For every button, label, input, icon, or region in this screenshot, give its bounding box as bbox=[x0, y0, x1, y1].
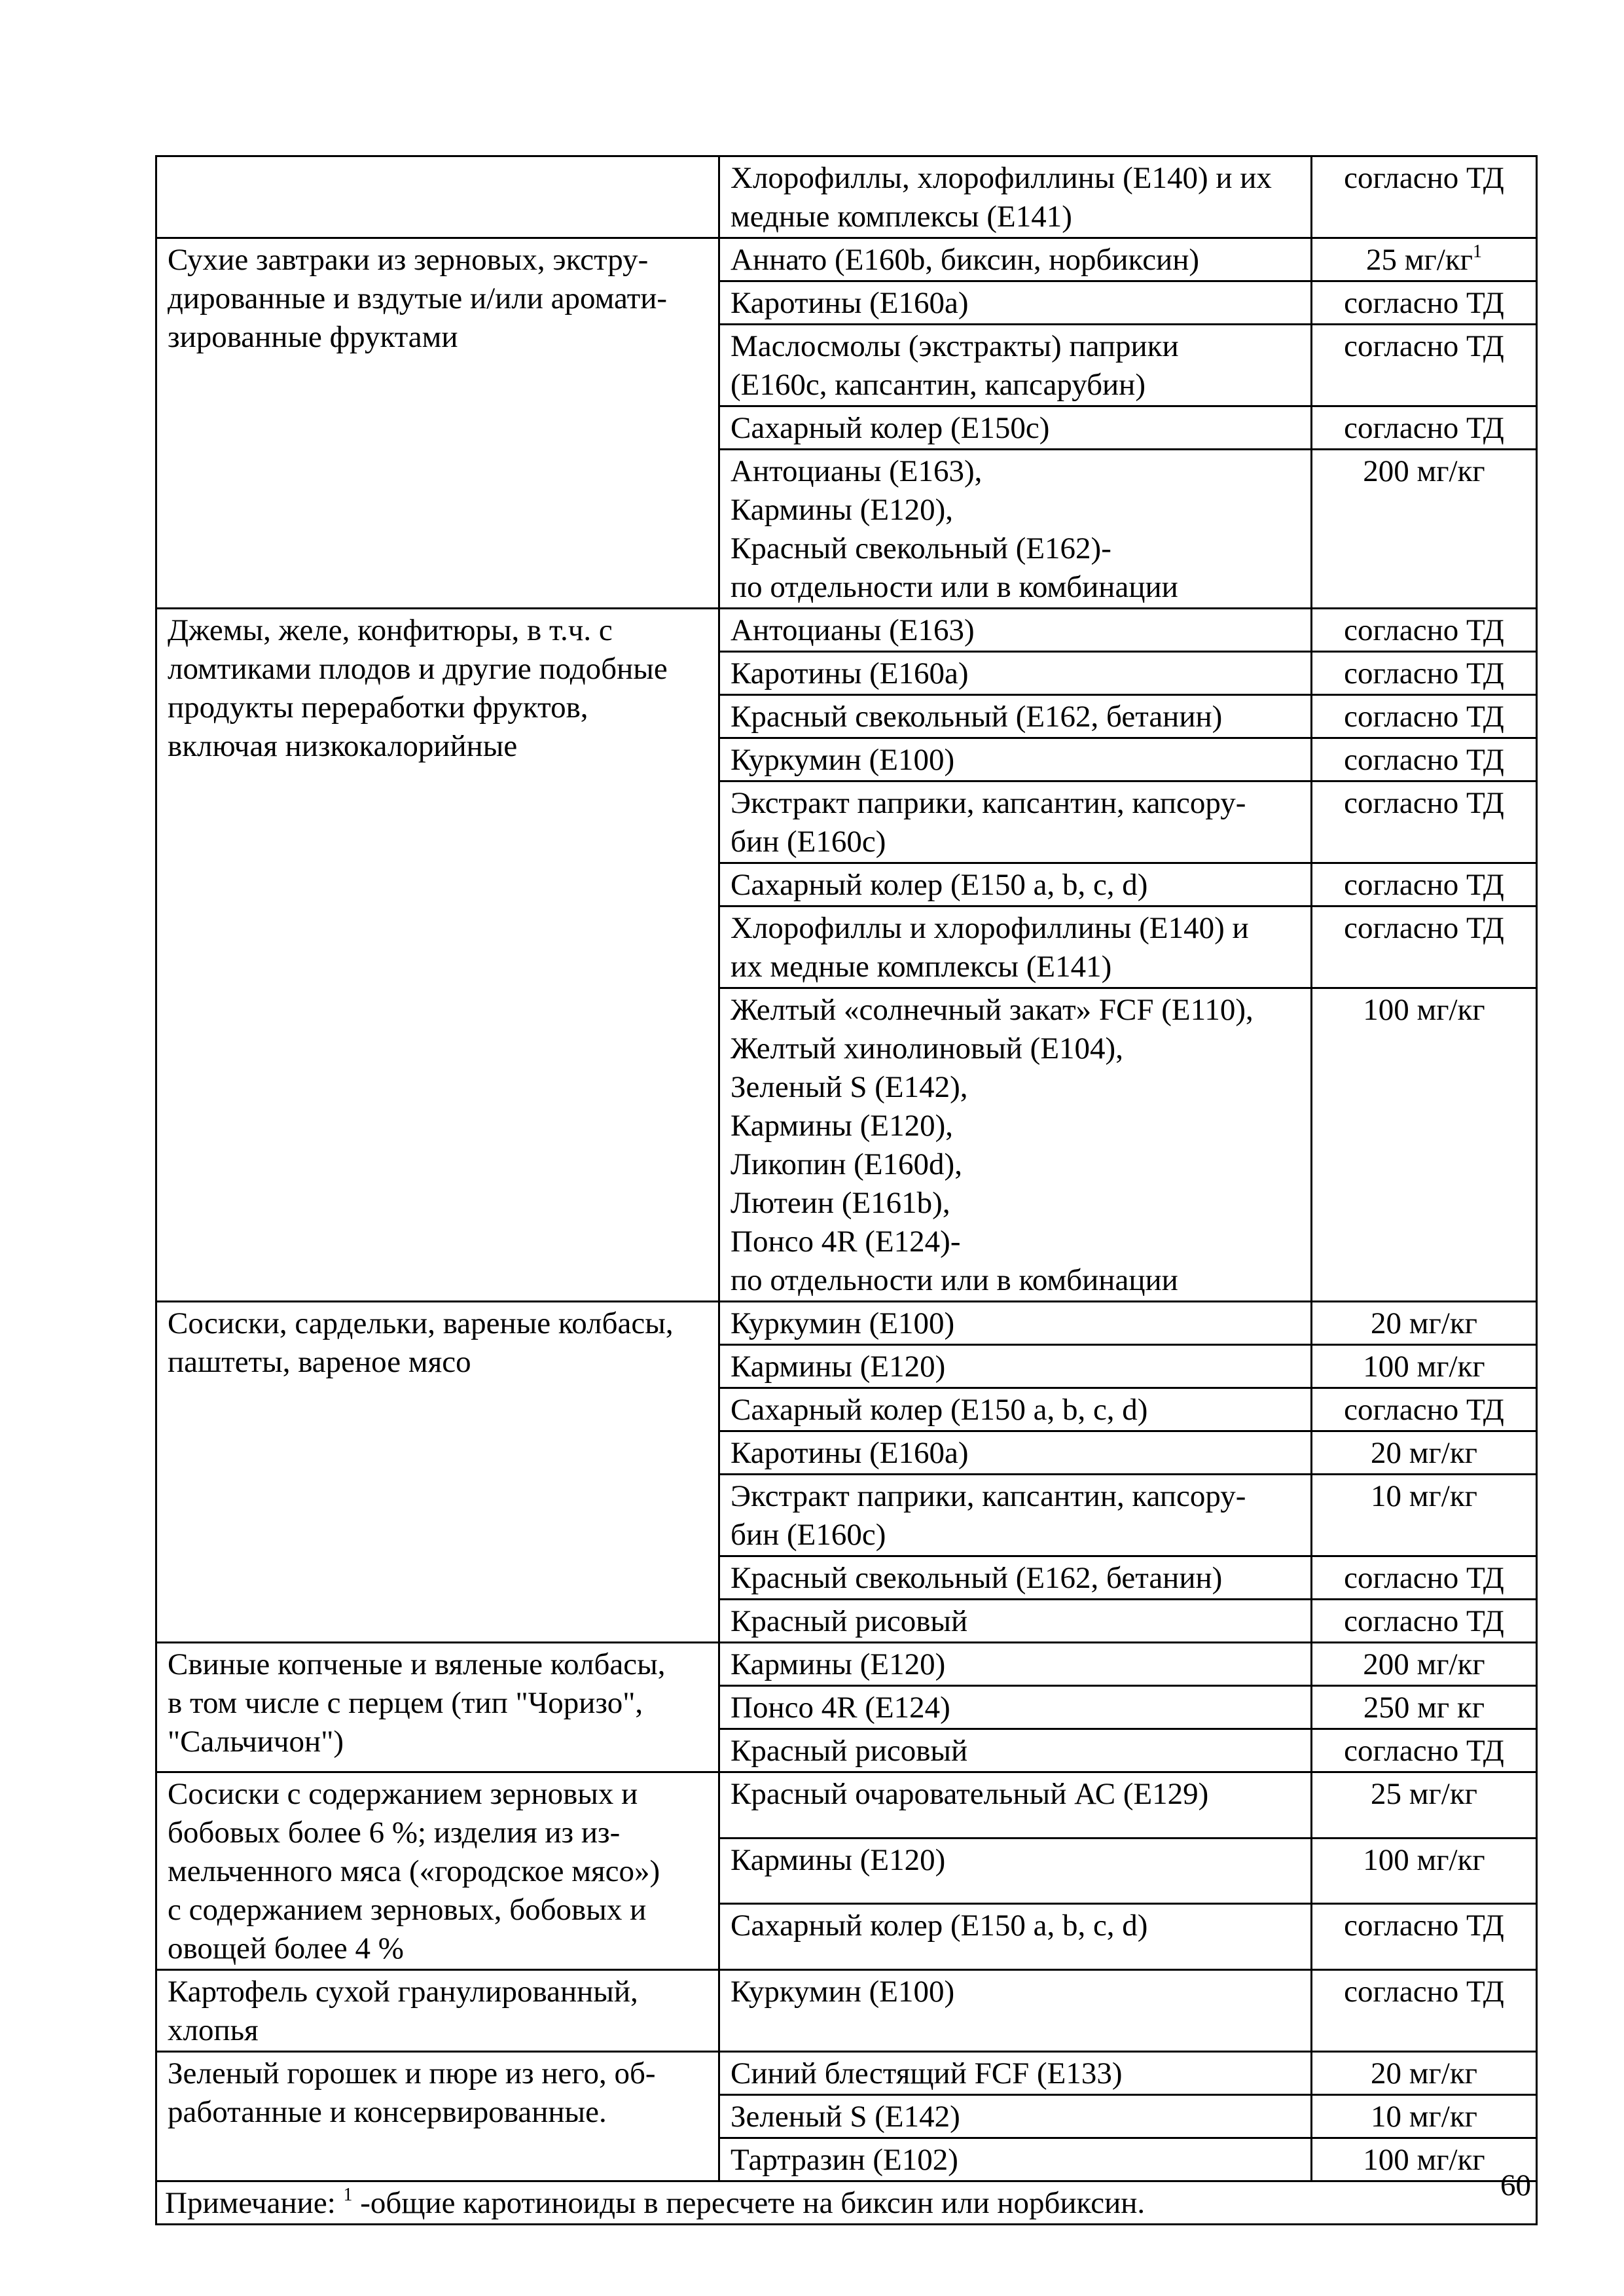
table-row bbox=[156, 1302, 1537, 1345]
norm-value: 10 мг/кг bbox=[1371, 1479, 1477, 1513]
norm-value: согласно ТД bbox=[1344, 411, 1504, 445]
additive-cell: Тартразин (Е102) bbox=[719, 2138, 1312, 2181]
additive-cell: Сахарный колер (Е150 а, b, с, d) bbox=[719, 863, 1312, 906]
norm-value: согласно ТД bbox=[1344, 868, 1504, 902]
norm-value: 20 мг/кг bbox=[1371, 1436, 1477, 1470]
norm-value: согласно ТД bbox=[1344, 1975, 1504, 2009]
norm-cell bbox=[1312, 1838, 1537, 1904]
norm-cell bbox=[1312, 1904, 1537, 1970]
additive-cell: Красный свекольный (Е162, бетанин) bbox=[719, 1556, 1312, 1600]
norm-value: 250 мг кг bbox=[1363, 1691, 1485, 1725]
table-row bbox=[156, 238, 1537, 281]
additive-cell: Сахарный колер (Е150 а, b, с, d) bbox=[719, 1388, 1312, 1431]
norm-cell bbox=[1312, 609, 1537, 652]
norm-value: 100 мг/кг bbox=[1363, 993, 1485, 1027]
norm-value: 25 мг/кг bbox=[1366, 243, 1473, 277]
norm-value: 10 мг/кг bbox=[1371, 2100, 1477, 2134]
additive-cell: Каротины (Е160а) bbox=[719, 652, 1312, 695]
norm-value: согласно ТД bbox=[1344, 786, 1504, 820]
product-cell: Сосиски, сардельки, вареные колбасы, паштеты, вареное мясо bbox=[156, 1302, 719, 1643]
product-cell bbox=[156, 156, 719, 238]
norm-cell bbox=[1312, 1431, 1537, 1475]
additive-cell: Куркумин (Е100) bbox=[719, 738, 1312, 781]
additive-cell: Кармины (Е120) bbox=[719, 1838, 1312, 1904]
norm-value: 200 мг/кг bbox=[1363, 1647, 1485, 1681]
additive-cell: Экстракт паприки, капсантин, капсору- бин (Е160с) bbox=[719, 1475, 1312, 1556]
norm-cell bbox=[1312, 238, 1537, 281]
additive-cell: Зеленый S (Е142) bbox=[719, 2095, 1312, 2138]
note-prefix: Примечание: bbox=[165, 2186, 344, 2220]
norm-value: согласно ТД bbox=[1344, 161, 1504, 195]
norm-cell bbox=[1312, 1686, 1537, 1729]
norm-value: 20 мг/кг bbox=[1371, 1306, 1477, 1340]
norm-value: согласно ТД bbox=[1344, 1734, 1504, 1768]
product-cell: Зеленый горошек и пюре из него, об- работанные и консервированные. bbox=[156, 2052, 719, 2181]
norm-value: согласно ТД bbox=[1344, 613, 1504, 647]
table-row bbox=[156, 609, 1537, 652]
additive-cell: Красный рисовый bbox=[719, 1729, 1312, 1772]
norm-value: согласно ТД bbox=[1344, 743, 1504, 777]
footnote-marker: 1 bbox=[1472, 242, 1482, 262]
additive-cell: Понсо 4R (Е124) bbox=[719, 1686, 1312, 1729]
norm-value: согласно ТД bbox=[1344, 286, 1504, 320]
norm-value: 200 мг/кг bbox=[1363, 454, 1485, 488]
norm-value: 20 мг/кг bbox=[1371, 2056, 1477, 2090]
additive-cell: Желтый «солнечный закат» FCF (Е110), Желтый хинолиновый (Е104), Зеленый S (Е142), Кармины (Е120), Ликопин (Е160d), Лютеин (Е161b), Понсо 4R (Е124)- по отдельности или в комбинации bbox=[719, 988, 1312, 1302]
table-row bbox=[156, 1643, 1537, 1686]
additive-cell: Экстракт паприки, капсантин, капсору- бин (Е160с) bbox=[719, 781, 1312, 863]
norm-cell bbox=[1312, 450, 1537, 609]
additives-table-body bbox=[156, 156, 1537, 2225]
additive-cell: Синий блестящий FCF (Е133) bbox=[719, 2052, 1312, 2095]
norm-cell bbox=[1312, 325, 1537, 406]
norm-value: 100 мг/кг bbox=[1363, 1842, 1485, 1877]
product-cell: Свиные копченые и вяленые колбасы, в том числе с перцем (тип "Чоризо", "Сальчичон") bbox=[156, 1643, 719, 1772]
additive-cell: Кармины (Е120) bbox=[719, 1643, 1312, 1686]
norm-cell bbox=[1312, 1475, 1537, 1556]
norm-value: согласно ТД bbox=[1344, 1393, 1504, 1427]
additive-cell: Красный свекольный (Е162, бетанин) bbox=[719, 695, 1312, 738]
norm-cell bbox=[1312, 1643, 1537, 1686]
norm-cell bbox=[1312, 738, 1537, 781]
additives-table bbox=[155, 155, 1538, 2225]
norm-cell bbox=[1312, 1388, 1537, 1431]
norm-cell bbox=[1312, 652, 1537, 695]
additive-cell: Каротины (Е160а) bbox=[719, 1431, 1312, 1475]
additive-cell: Сахарный колер (Е150 а, b, с, d) bbox=[719, 1904, 1312, 1970]
table-row bbox=[156, 1970, 1537, 2052]
additive-cell: Куркумин (Е100) bbox=[719, 1970, 1312, 2052]
norm-cell bbox=[1312, 1345, 1537, 1388]
additive-cell: Аннато (Е160b, биксин, норбиксин) bbox=[719, 238, 1312, 281]
norm-cell bbox=[1312, 1556, 1537, 1600]
additive-cell: Сахарный колер (Е150с) bbox=[719, 406, 1312, 450]
norm-cell bbox=[1312, 1772, 1537, 1839]
note-row bbox=[156, 2181, 1537, 2225]
norm-cell bbox=[1312, 1302, 1537, 1345]
norm-cell bbox=[1312, 906, 1537, 988]
table-row bbox=[156, 156, 1537, 238]
norm-value: согласно ТД bbox=[1344, 700, 1504, 734]
product-cell: Сосиски с содержанием зерновых и бобовых более 6 %; изделия из из- мельченного мяса («городское мясо») с содержанием зерновых, бобовых и овощей более 4 % bbox=[156, 1772, 719, 1970]
norm-value: 25 мг/кг bbox=[1371, 1777, 1477, 1811]
norm-value: согласно ТД bbox=[1344, 329, 1504, 363]
norm-cell bbox=[1312, 156, 1537, 238]
additive-cell: Каротины (Е160а) bbox=[719, 281, 1312, 325]
norm-cell bbox=[1312, 695, 1537, 738]
norm-cell bbox=[1312, 988, 1537, 1302]
note-cell bbox=[156, 2181, 1537, 2225]
norm-value: согласно ТД bbox=[1344, 911, 1504, 945]
note-text: -общие каротиноиды в пересчете на биксин или норбиксин. bbox=[352, 2186, 1146, 2220]
additive-cell: Хлорофиллы и хлорофиллины (Е140) и их медные комплексы (Е141) bbox=[719, 906, 1312, 988]
norm-cell bbox=[1312, 1729, 1537, 1772]
footnote-marker: 1 bbox=[343, 2185, 353, 2206]
norm-cell bbox=[1312, 2052, 1537, 2095]
norm-cell bbox=[1312, 2095, 1537, 2138]
additive-cell: Хлорофиллы, хлорофиллины (Е140) и их медные комплексы (Е141) bbox=[719, 156, 1312, 238]
additive-cell: Антоцианы (Е163) bbox=[719, 609, 1312, 652]
product-cell: Джемы, желе, конфитюры, в т.ч. с ломтиками плодов и другие подобные продукты переработки фруктов, включая низкокалорийные bbox=[156, 609, 719, 1302]
norm-value: согласно ТД bbox=[1344, 656, 1504, 691]
product-cell: Картофель сухой гранулированный, хлопья bbox=[156, 1970, 719, 2052]
additive-cell: Кармины (Е120) bbox=[719, 1345, 1312, 1388]
additive-cell: Антоцианы (Е163), Кармины (Е120), Красный свекольный (Е162)- по отдельности или в комбинации bbox=[719, 450, 1312, 609]
norm-cell bbox=[1312, 1970, 1537, 2052]
additive-cell: Красный очаровательный АС (Е129) bbox=[719, 1772, 1312, 1839]
norm-value: 100 мг/кг bbox=[1363, 1350, 1485, 1384]
norm-value: согласно ТД bbox=[1344, 1561, 1504, 1595]
norm-value: 100 мг/кг bbox=[1363, 2143, 1485, 2177]
norm-cell bbox=[1312, 1600, 1537, 1643]
page-number: 60 bbox=[1500, 2168, 1531, 2202]
additive-cell: Красный рисовый bbox=[719, 1600, 1312, 1643]
norm-value: согласно ТД bbox=[1344, 1909, 1504, 1943]
table-row bbox=[156, 2052, 1537, 2095]
norm-cell bbox=[1312, 863, 1537, 906]
norm-cell bbox=[1312, 406, 1537, 450]
norm-cell bbox=[1312, 281, 1537, 325]
additive-cell: Маслосмолы (экстракты) паприки (Е160с, капсантин, капсарубин) bbox=[719, 325, 1312, 406]
table-row bbox=[156, 1772, 1537, 1839]
norm-cell bbox=[1312, 781, 1537, 863]
norm-value: согласно ТД bbox=[1344, 1604, 1504, 1638]
additive-cell: Куркумин (Е100) bbox=[719, 1302, 1312, 1345]
product-cell: Сухие завтраки из зерновых, экстру- дированные и вздутые и/или аромати- зированные фруктами bbox=[156, 238, 719, 609]
